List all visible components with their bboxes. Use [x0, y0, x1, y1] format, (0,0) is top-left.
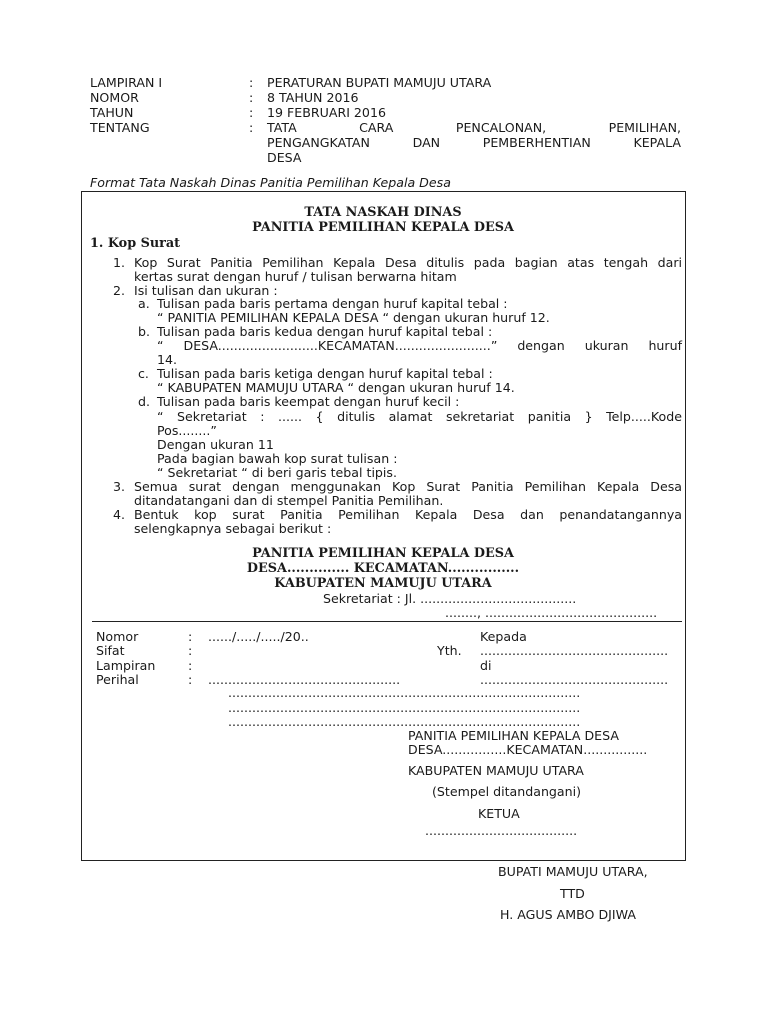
field-perihal-value: ................................................	[208, 672, 401, 687]
yth-label: Yth.	[437, 643, 462, 658]
item-number-4: 4.	[113, 507, 126, 522]
item-number-1: 1.	[113, 255, 126, 270]
item-2-line1: Isi tulisan dan ukuran :	[134, 283, 278, 298]
header-value-tentang-line3: DESA	[267, 150, 302, 165]
sub-b-line3: 14.	[157, 352, 178, 367]
sig-line-1: PANITIA PEMILIHAN KEPALA DESA	[408, 728, 619, 743]
yth-dots: ...............................................	[480, 643, 669, 658]
header-value-lampiran: PERATURAN BUPATI MAMUJU UTARA	[267, 75, 492, 90]
item-number-2: 2.	[113, 283, 126, 298]
field-nomor-value: ....../...../...../20..	[208, 629, 309, 644]
sub-c-line1: Tulisan pada baris ketiga dengan huruf kapital tebal :	[157, 366, 493, 381]
sig-stamp-note: (Stempel ditandangani)	[432, 784, 582, 799]
kop-rule	[92, 621, 682, 622]
item-4-line1: Bentuk kop surat Panitia Pemilihan Kepala Desa dan penandatangannya	[134, 507, 682, 522]
item-1-line2: kertas surat dengan huruf / tulisan berwarna hitam	[134, 269, 457, 284]
sub-d-line3: Pos........”	[157, 423, 217, 438]
field-colon: :	[188, 658, 193, 673]
sub-b-line1: Tulisan pada baris kedua dengan huruf kapital tebal :	[157, 324, 493, 339]
field-perihal-line2: ........................................................................................	[228, 685, 581, 700]
header-value-nomor: 8 TAHUN 2016	[267, 90, 359, 105]
sub-d-label: d.	[138, 394, 150, 409]
item-3-line2: ditandatangani dan di stempel Panitia Pemilihan.	[134, 493, 444, 508]
field-perihal-line4: ........................................................................................	[228, 714, 581, 729]
sub-c-label: c.	[138, 366, 149, 381]
kop-line-1: PANITIA PEMILIHAN KEPALA DESA	[252, 546, 514, 561]
header-colon: :	[249, 75, 254, 90]
item-3-line1: Semua surat dengan menggunakan Kop Surat Panitia Pemilihan Kepala Desa	[134, 479, 682, 494]
di-dots: ...............................................	[480, 672, 669, 687]
sub-b-line2: “ DESA.........................KECAMATAN........................” dengan ukuran huruf	[157, 338, 682, 353]
sub-d-line4: Dengan ukuran 11	[157, 437, 274, 452]
header-colon: :	[249, 90, 254, 105]
sig-name-dots: ......................................	[425, 823, 578, 838]
header-value-tahun: 19 FEBRUARI 2016	[267, 105, 386, 120]
sub-a-line2: “ PANITIA PEMILIHAN KEPALA DESA “ dengan ukuran huruf 12.	[157, 310, 550, 325]
header-value-tentang-line2: PENGANGKATAN DAN PEMBERHENTIAN KEPALA	[267, 135, 681, 150]
sig-line-2: DESA................KECAMATAN................	[408, 742, 648, 757]
kop-sekretariat: Sekretariat : Jl. .......................................	[323, 591, 577, 606]
field-colon: :	[188, 629, 193, 644]
box-title-2: PANITIA PEMILIHAN KEPALA DESA	[252, 220, 514, 235]
header-label-nomor: NOMOR	[90, 90, 139, 105]
sub-d-line6: “ Sekretariat “ di beri garis tebal tipis.	[157, 465, 397, 480]
sub-a-label: a.	[138, 296, 150, 311]
di-label: di	[480, 658, 492, 673]
field-lampiran-label: Lampiran	[96, 658, 156, 673]
sig-line-3: KABUPATEN MAMUJU UTARA	[408, 763, 584, 778]
box-title-1: TATA NASKAH DINAS	[304, 205, 462, 220]
kepada-label: Kepada	[480, 629, 527, 644]
field-nomor-label: Nomor	[96, 629, 139, 644]
sub-a-line1: Tulisan pada baris pertama dengan huruf kapital tebal :	[157, 296, 508, 311]
header-label-tahun: TAHUN	[90, 105, 134, 120]
kop-address-line: ........, ...........................................	[445, 605, 658, 620]
field-colon: :	[188, 643, 193, 658]
header-label-tentang: TENTANG	[90, 120, 150, 135]
section-kop-surat: 1. Kop Surat	[90, 236, 181, 251]
field-colon: :	[188, 672, 193, 687]
header-colon: :	[249, 120, 254, 135]
kop-line-2: DESA.............. KECAMATAN................	[246, 561, 520, 576]
footer-ttd: TTD	[560, 886, 585, 901]
header-value-tentang-line1: TATA CARA PENCALONAN, PEMILIHAN,	[267, 120, 681, 135]
item-number-3: 3.	[113, 479, 126, 494]
sub-d-line1: Tulisan pada baris keempat dengan huruf kecil :	[157, 394, 460, 409]
sig-ketua: KETUA	[478, 806, 520, 821]
header-colon: :	[249, 105, 254, 120]
field-perihal-label: Perihal	[96, 672, 139, 687]
item-1-line1: Kop Surat Panitia Pemilihan Kepala Desa ditulis pada bagian atas tengah dari	[134, 255, 682, 270]
item-4-line2: selengkapnya sebagai berikut :	[134, 521, 332, 536]
field-perihal-line3: ........................................................................................	[228, 700, 581, 715]
footer-title: BUPATI MAMUJU UTARA,	[498, 864, 648, 879]
footer-name: H. AGUS AMBO DJIWA	[500, 907, 636, 922]
kop-line-3: KABUPATEN MAMUJU UTARA	[274, 576, 492, 591]
header-label-lampiran: LAMPIRAN I	[90, 75, 163, 90]
format-title: Format Tata Naskah Dinas Panitia Pemilihan Kepala Desa	[90, 175, 451, 190]
sub-b-label: b.	[138, 324, 150, 339]
field-sifat-label: Sifat	[96, 643, 125, 658]
sub-c-line2: “ KABUPATEN MAMUJU UTARA “ dengan ukuran huruf 14.	[157, 380, 515, 395]
sub-d-line5: Pada bagian bawah kop surat tulisan :	[157, 451, 398, 466]
sub-d-line2: “ Sekretariat : ...... { ditulis alamat sekretariat panitia } Telp.....Kode	[157, 409, 682, 424]
